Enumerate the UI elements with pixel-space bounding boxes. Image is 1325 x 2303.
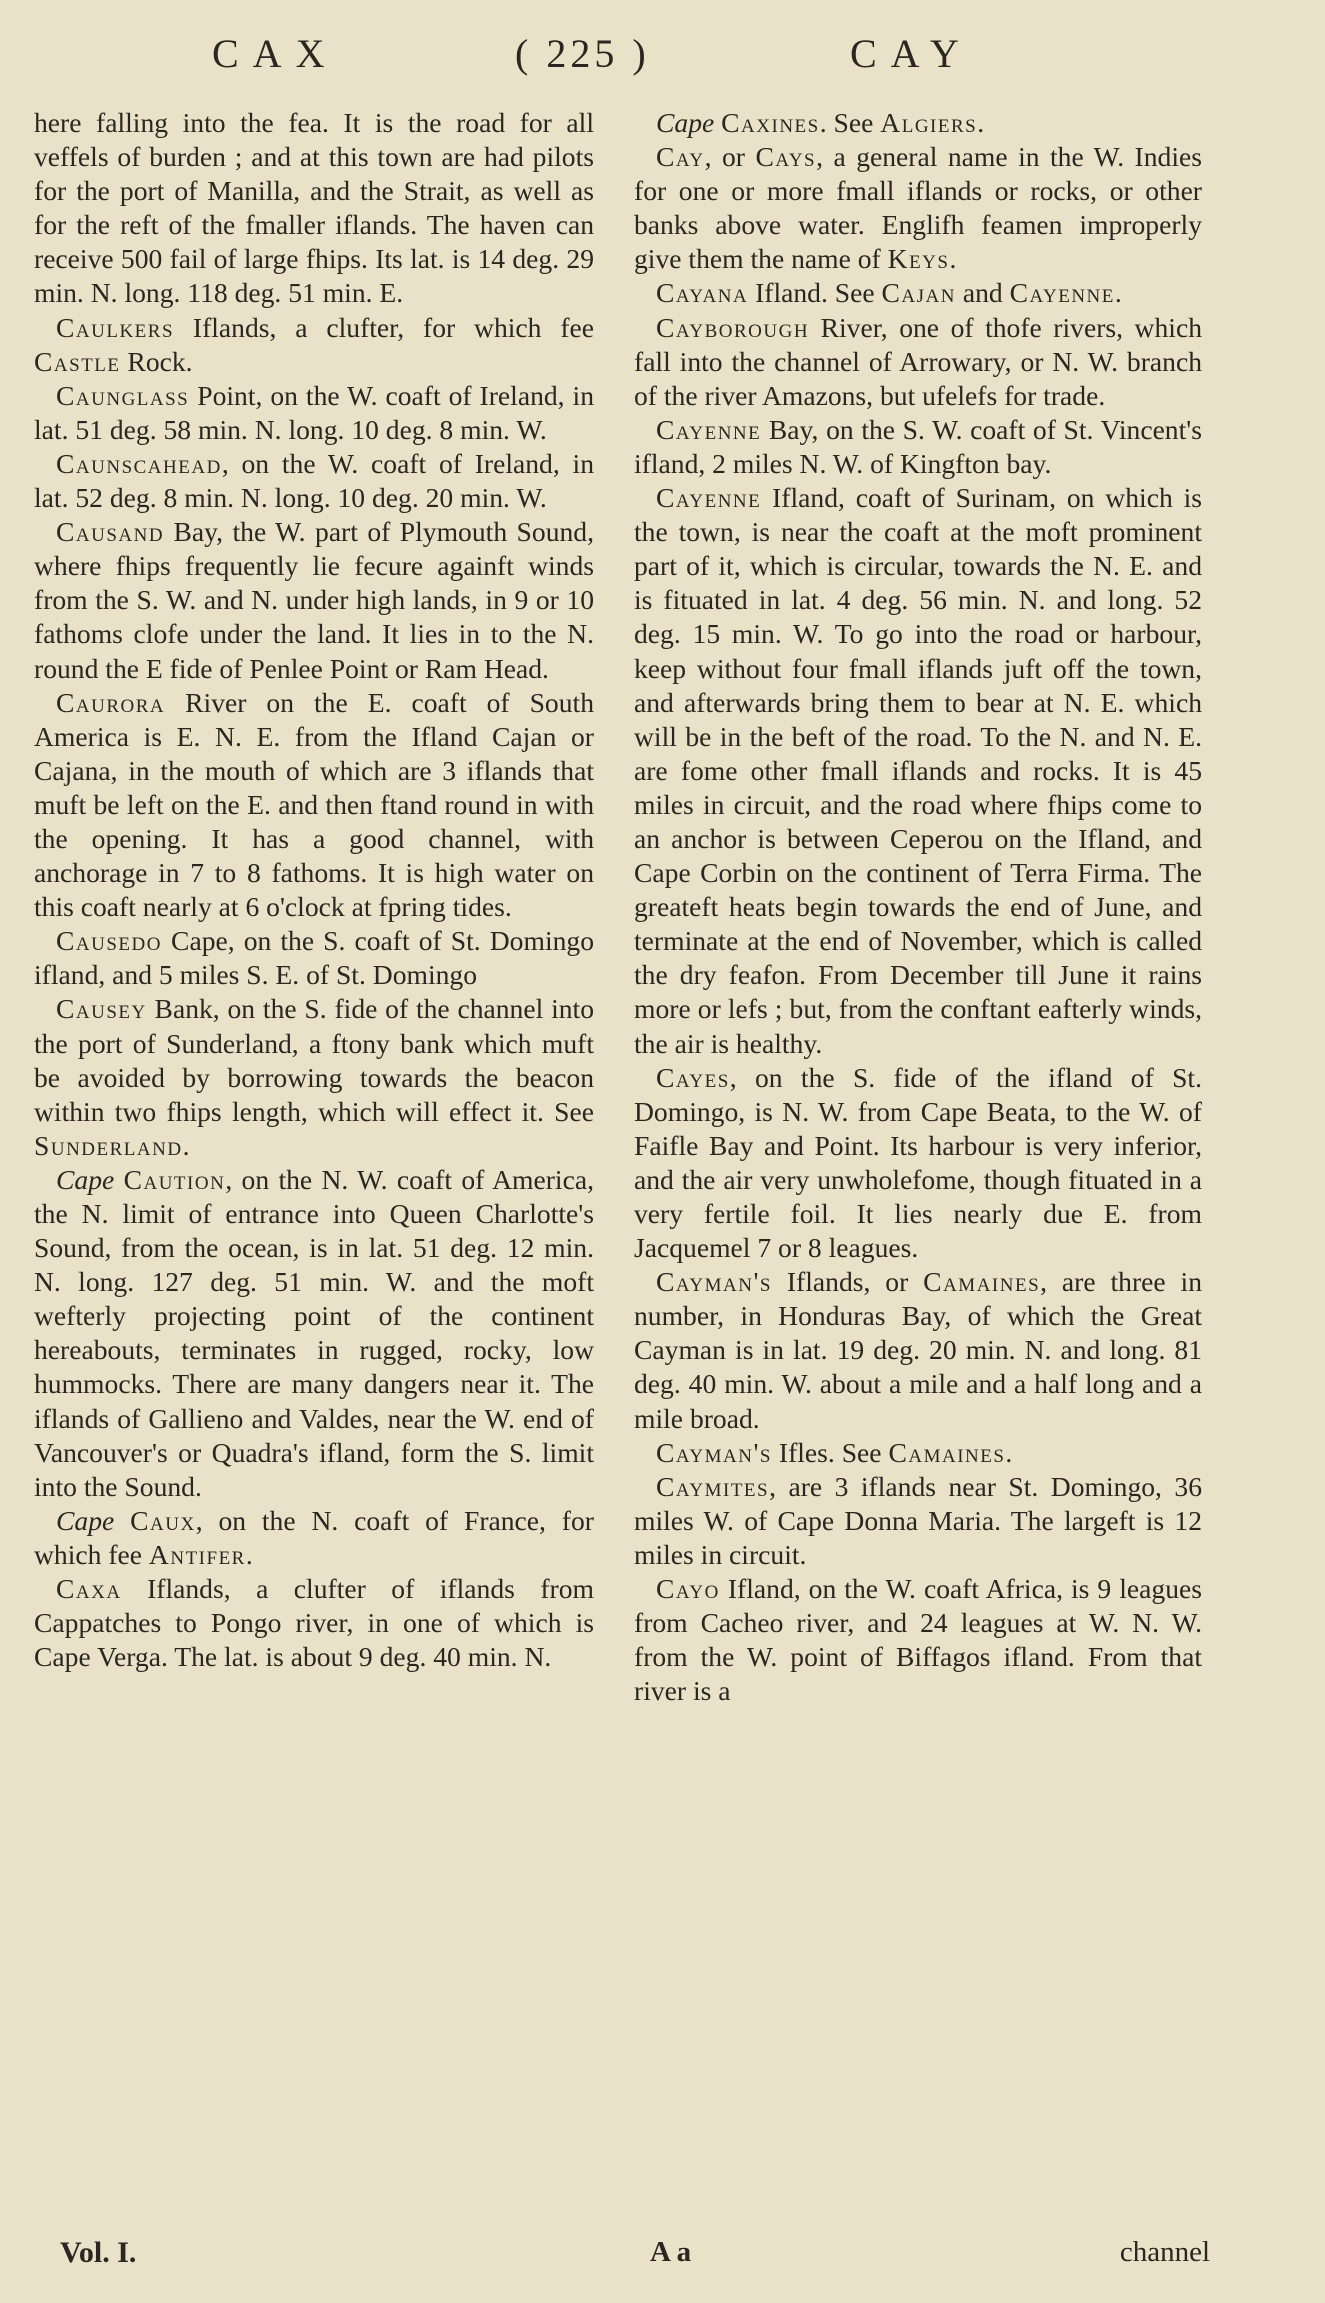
entry-italic: Cape bbox=[56, 1163, 115, 1195]
entry-headword: Caution bbox=[123, 1163, 226, 1195]
entry-headword: Caxa bbox=[56, 1573, 122, 1605]
entry-text: , are three in number, in Honduras Bay, of which the Great Cayman is in lat. 19 deg. 20 min. N. and long. 81 deg. 40 min. W. about a mile and a half long and a mile broad. bbox=[634, 1266, 1202, 1434]
entry-text: Cape, on the S. coaft of St. Domingo ifland, and 5 miles S. E. of St. Domingo bbox=[34, 925, 594, 991]
gazetteer-entry bbox=[34, 1163, 594, 1504]
entry-text: Iflands, a clufter of iflands from Cappatches to Pongo river, in one of which is Cape Verga. The lat. is about 9 deg. 40 min. N. bbox=[34, 1573, 594, 1673]
entry-italic: Cape bbox=[56, 1504, 115, 1536]
entry-text: here falling into the fea. It is the road for all veffels of burden ; and at this town are had pilots for the port of Manilla, and the Strait, as well as for the reft of the fmaller iflands. The haven can receive 500 fail of large fhips. Its lat. is 14 deg. 29 min. N. long. 118 deg. 51 min. E. bbox=[34, 107, 594, 309]
left-column bbox=[34, 106, 594, 1674]
entry-text: Rock. bbox=[120, 345, 193, 377]
gazetteer-entry bbox=[634, 311, 1202, 413]
entry-headword: Causand bbox=[56, 516, 165, 548]
entry-headword: Cayenne bbox=[1009, 277, 1115, 309]
entry-headword: Cayo bbox=[656, 1573, 720, 1605]
entry-headword: Caux bbox=[130, 1504, 196, 1536]
entry-text: , or bbox=[704, 141, 756, 173]
entry-headword: Cajan bbox=[881, 277, 956, 309]
entry-text: , are 3 iflands near St. Domingo, 36 miles W. of Cape Donna Maria. The largeft is 12 miles in circuit. bbox=[634, 1470, 1202, 1570]
entry-text: and bbox=[955, 277, 1010, 309]
entry-headword: Caymites bbox=[656, 1470, 770, 1502]
entry-headword: Cayman's bbox=[656, 1266, 772, 1298]
gazetteer-entry bbox=[34, 447, 594, 515]
entry-text: Bank, on the S. fide of the channel into the port of Sunderland, a ftony bank which muft be avoided by borrowing towards the beacon within two fhips length, which will effect it. See bbox=[34, 993, 594, 1127]
gazetteer-entry bbox=[634, 106, 1202, 140]
volume-label: Vol. I. bbox=[60, 2236, 137, 2269]
entry-headword: Cays bbox=[755, 141, 817, 173]
entry-headword: Cayes bbox=[656, 1061, 730, 1093]
entry-text: . bbox=[1005, 1436, 1013, 1468]
gazetteer-entry bbox=[34, 1504, 594, 1572]
gazetteer-entry bbox=[34, 106, 594, 311]
entry-text: Bay, the W. part of Plymouth Sound, where fhips frequently lie fecure againft winds from the S. W. and N. under high lands, in 9 or 10 fathoms clofe under the land. It lies in to the N. round the E fide of Penlee Point or Ram Head. bbox=[34, 516, 594, 684]
gazetteer-entry bbox=[634, 1572, 1202, 1708]
signature-mark: A a bbox=[650, 2236, 692, 2268]
entry-text: Point, on the W. coaft of Ireland, in lat. 51 deg. 58 min. N. long. 10 deg. 8 min. W. bbox=[34, 379, 594, 445]
entry-headword: Cayana bbox=[656, 277, 749, 309]
gazetteer-entry bbox=[634, 1061, 1202, 1266]
header-left-guide: CAX bbox=[212, 31, 339, 76]
entry-text: , a general name in the W. Indies for one or more fmall iflands or rocks, or other banks above water. Englifh feamen improperly give them the name of bbox=[634, 141, 1202, 275]
entry-headword: Castle bbox=[34, 345, 121, 377]
gazetteer-entry bbox=[34, 686, 594, 925]
entry-headword: Cayborough bbox=[656, 311, 810, 343]
entry-text: . bbox=[949, 243, 957, 275]
entry-headword: Caurora bbox=[56, 686, 166, 718]
entry-text: Bay, on the S. W. coaft of St. Vincent's ifland, 2 miles N. W. of Kingfton bay. bbox=[634, 413, 1202, 479]
entry-text: , on the W. coaft of Ireland, in lat. 52 deg. 8 min. N. long. 10 deg. 20 min. W. bbox=[34, 447, 594, 514]
entry-text: Iflands, or bbox=[771, 1266, 924, 1298]
gazetteer-entry bbox=[634, 1470, 1202, 1572]
entry-text: . bbox=[245, 1538, 253, 1570]
gazetteer-entry bbox=[34, 311, 594, 379]
entry-text bbox=[114, 1505, 130, 1536]
gazetteer-entry bbox=[34, 924, 594, 992]
entry-headword: Cayman's bbox=[656, 1436, 772, 1468]
entry-headword: Cayenne bbox=[656, 413, 762, 445]
entry-text: Ifland, on the W. coaft Africa, is 9 leagues from Cacheo river, and 24 leagues at W. N. W. from the W. point of Biffagos ifland. From that river is a bbox=[634, 1573, 1202, 1707]
entry-headword: Algiers bbox=[880, 107, 978, 138]
entry-text: . bbox=[1114, 277, 1122, 309]
entry-text: Ifles. See bbox=[771, 1436, 889, 1468]
gazetteer-entry bbox=[634, 481, 1202, 1061]
header-right-guide: CAY bbox=[850, 31, 973, 76]
entry-text: Ifland, coaft of Surinam, on which is the town, is near the coaft at the moft prominent part of it, which is circular, towards the N. E. and is fituated in lat. 4 deg. 56 min. N. and long. 52 deg. 15 min. W. To go into the road or harbour, keep without four fmall iflands juft off the town, and afterwards bring them to bear at N. E. which will be in the beft of the road. To the N. and N. E. are fome other fmall iflands and rocks. It is 45 miles in circuit, and the road where fhips come to an anchor is between Ceperou on the Ifland, and Cape Corbin on the continent of Terra Firma. The greateft heats begin towards the end of June, and terminate at the end of November, which is called the dry feafon. From December till June it rains more or lefs ; but, from the conftant eafterly winds, the air is healthy. bbox=[634, 482, 1202, 1059]
entry-italic: Cape bbox=[656, 107, 715, 138]
entry-text: Ifland. See bbox=[748, 277, 882, 309]
entry-headword: Cayenne bbox=[656, 482, 762, 514]
gazetteer-entry bbox=[34, 379, 594, 447]
entry-headword: Antifer bbox=[148, 1538, 246, 1570]
entry-headword: Camaines bbox=[923, 1266, 1041, 1298]
entry-headword: Caunscahead bbox=[56, 447, 222, 479]
entry-text bbox=[114, 1164, 123, 1195]
gazetteer-entry bbox=[634, 1436, 1202, 1470]
entry-headword: Causedo bbox=[56, 925, 162, 957]
gazetteer-entry bbox=[634, 140, 1202, 276]
entry-text: . bbox=[977, 107, 985, 138]
entry-headword: Keys bbox=[887, 243, 950, 275]
gazetteer-entry bbox=[34, 515, 594, 685]
entry-headword: Sunderland bbox=[34, 1129, 183, 1161]
gazetteer-entry bbox=[34, 1572, 594, 1674]
entry-headword: Causey bbox=[56, 993, 147, 1025]
entry-text: , on the N. W. coaft of America, the N. limit of entrance into Queen Charlotte's Sound, from the ocean, is in lat. 51 deg. 12 min. N. long. 127 deg. 51 min. W. and the moft wefterly projecting point of the continent hereabouts, terminates in rugged, rocky, low hummocks. There are many dangers near it. The iflands of Gallieno and Valdes, near the W. end of Vancouver's or Quadra's ifland, form the S. limit into the Sound. bbox=[34, 1163, 594, 1502]
entry-text: River, one of thofe rivers, which fall into the channel of Arrowary, or N. W. branch of the river Amazons, but ufelefs for trade. bbox=[634, 311, 1202, 411]
gazetteer-entry bbox=[634, 1265, 1202, 1435]
entry-headword: Camaines bbox=[888, 1436, 1006, 1468]
entry-text: . See bbox=[819, 107, 881, 138]
gazetteer-entry bbox=[634, 276, 1202, 310]
entry-text: , on the S. fide of the ifland of St. Domingo, is N. W. from Cape Beata, to the W. of Faifle Bay and Point. Its harbour is very inferior, and the air very unwholefome, though fituated in a very fertile foil. It lies nearly due E. from Jacquemel 7 or 8 leagues. bbox=[634, 1061, 1202, 1264]
catchword: channel bbox=[1119, 2236, 1210, 2268]
entry-text: Iflands, a clufter, for which fee bbox=[174, 311, 594, 343]
gazetteer-entry bbox=[34, 992, 594, 1162]
running-header bbox=[0, 30, 1325, 90]
entry-text: . bbox=[182, 1129, 190, 1161]
entry-headword: Cay bbox=[656, 141, 705, 173]
page-number: ( 225 ) bbox=[515, 31, 650, 76]
gazetteer-entry bbox=[634, 413, 1202, 481]
entry-text: , on the N. coaft of France, for which fee bbox=[34, 1504, 594, 1570]
right-column bbox=[634, 106, 1202, 1708]
entry-headword: Caunglass bbox=[56, 379, 190, 411]
entry-text: River on the E. coaft of South America is E. N. E. from the Ifland Cajan or Cajana, in the mouth of which are 3 iflands that muft be left on the E. and then ftand round in with the opening. It has a good channel, with anchorage in 7 to 8 fathoms. It is high water on this coaft nearly at 6 o'clock at fpring tides. bbox=[34, 686, 594, 923]
entry-headword: Caulkers bbox=[56, 311, 175, 343]
entry-headword: Caxines bbox=[721, 107, 820, 138]
